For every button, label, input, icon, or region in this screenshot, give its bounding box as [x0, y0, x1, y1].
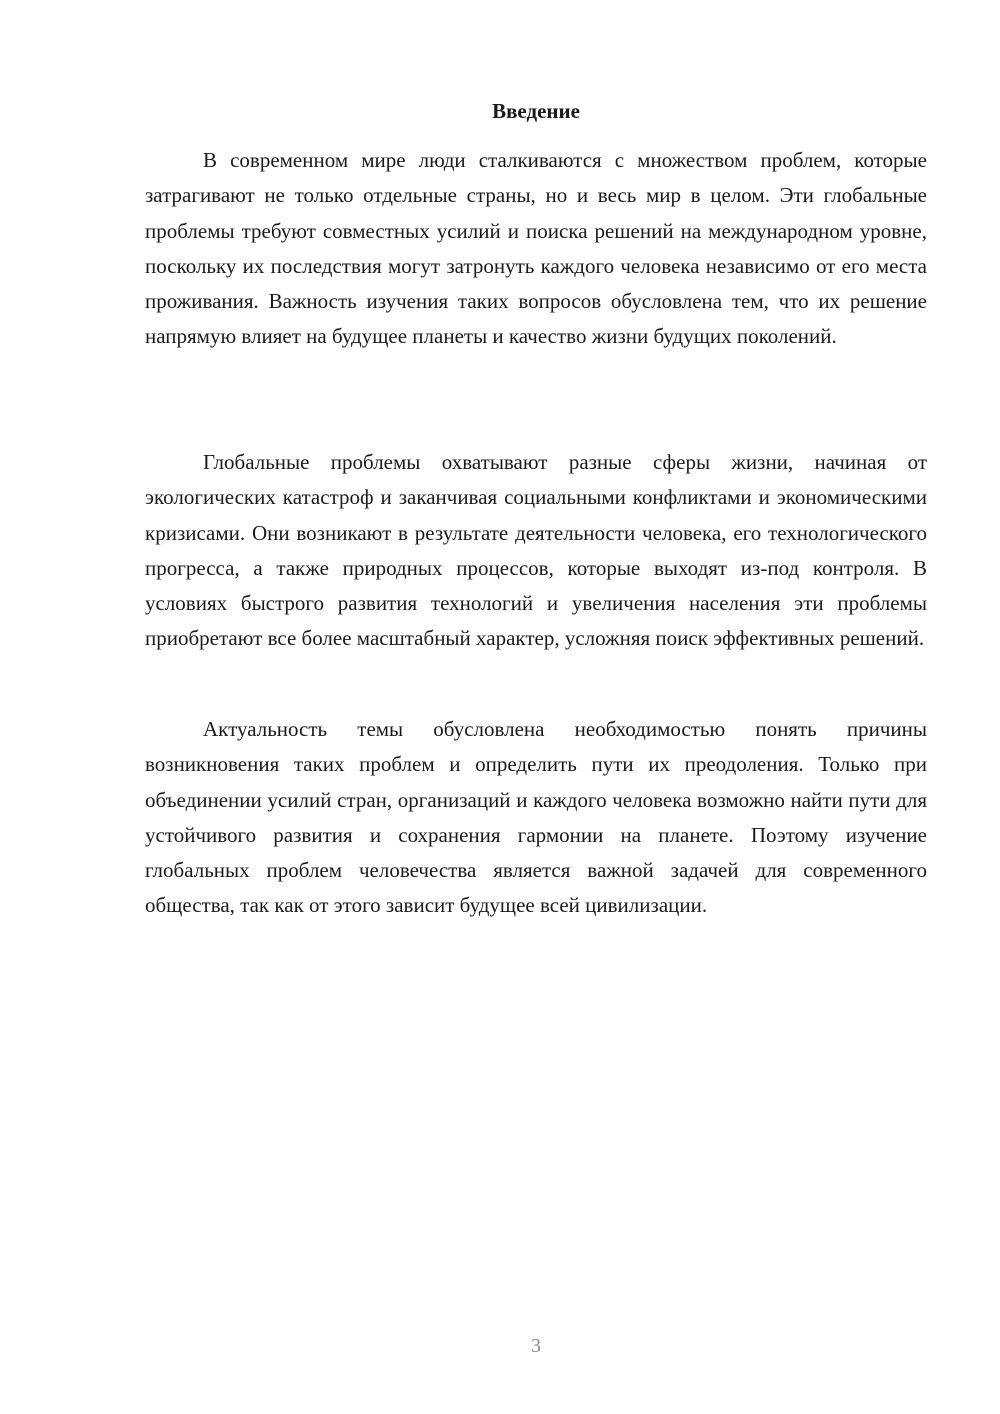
- page-number: 3: [531, 1335, 541, 1357]
- paragraph-1-block: [145, 143, 927, 355]
- paragraph: Актуальность темы обусловлена необходимостью понять причины возникновения таких проблем и определить пути их преодоления. Только при объединении усилий стран, организаций и каждого человека возможно найти пути для устойчивого развития и сохранения гармонии на планете. Поэтому изучение глобальных проблем человечества является важной задачей для современного общества, так как от этого зависит будущее всей цивилизации.: [145, 717, 927, 918]
- paragraph: Глобальные проблемы охватывают разные сферы жизни, начиная от экологических катастроф и заканчивая социальными конфликтами и экономическими кризисами. Они возникают в результате деятельности человека, его технологического прогресса, а также природных процессов, которые выходят из-под контроля. В условиях быстрого развития технологий и увеличения населения эти проблемы приобретают все более масштабный характер, усложняя поиск эффективных решений.: [145, 450, 927, 651]
- paragraph: В современном мире люди сталкиваются с множеством проблем, которые затрагивают не только отдельные страны, но и весь мир в целом. Эти глобальные проблемы требуют совместных усилий и поиска решений на международном уровне, поскольку их последствия могут затронуть каждого человека независимо от его места проживания. Важность изучения таких вопросов обусловлена тем, что их решение напрямую влияет на будущее планеты и качество жизни будущих поколений.: [145, 148, 927, 349]
- paragraph-3-block: [145, 712, 927, 924]
- paragraph-2-block: [145, 445, 927, 657]
- section-heading: Введение: [492, 99, 580, 123]
